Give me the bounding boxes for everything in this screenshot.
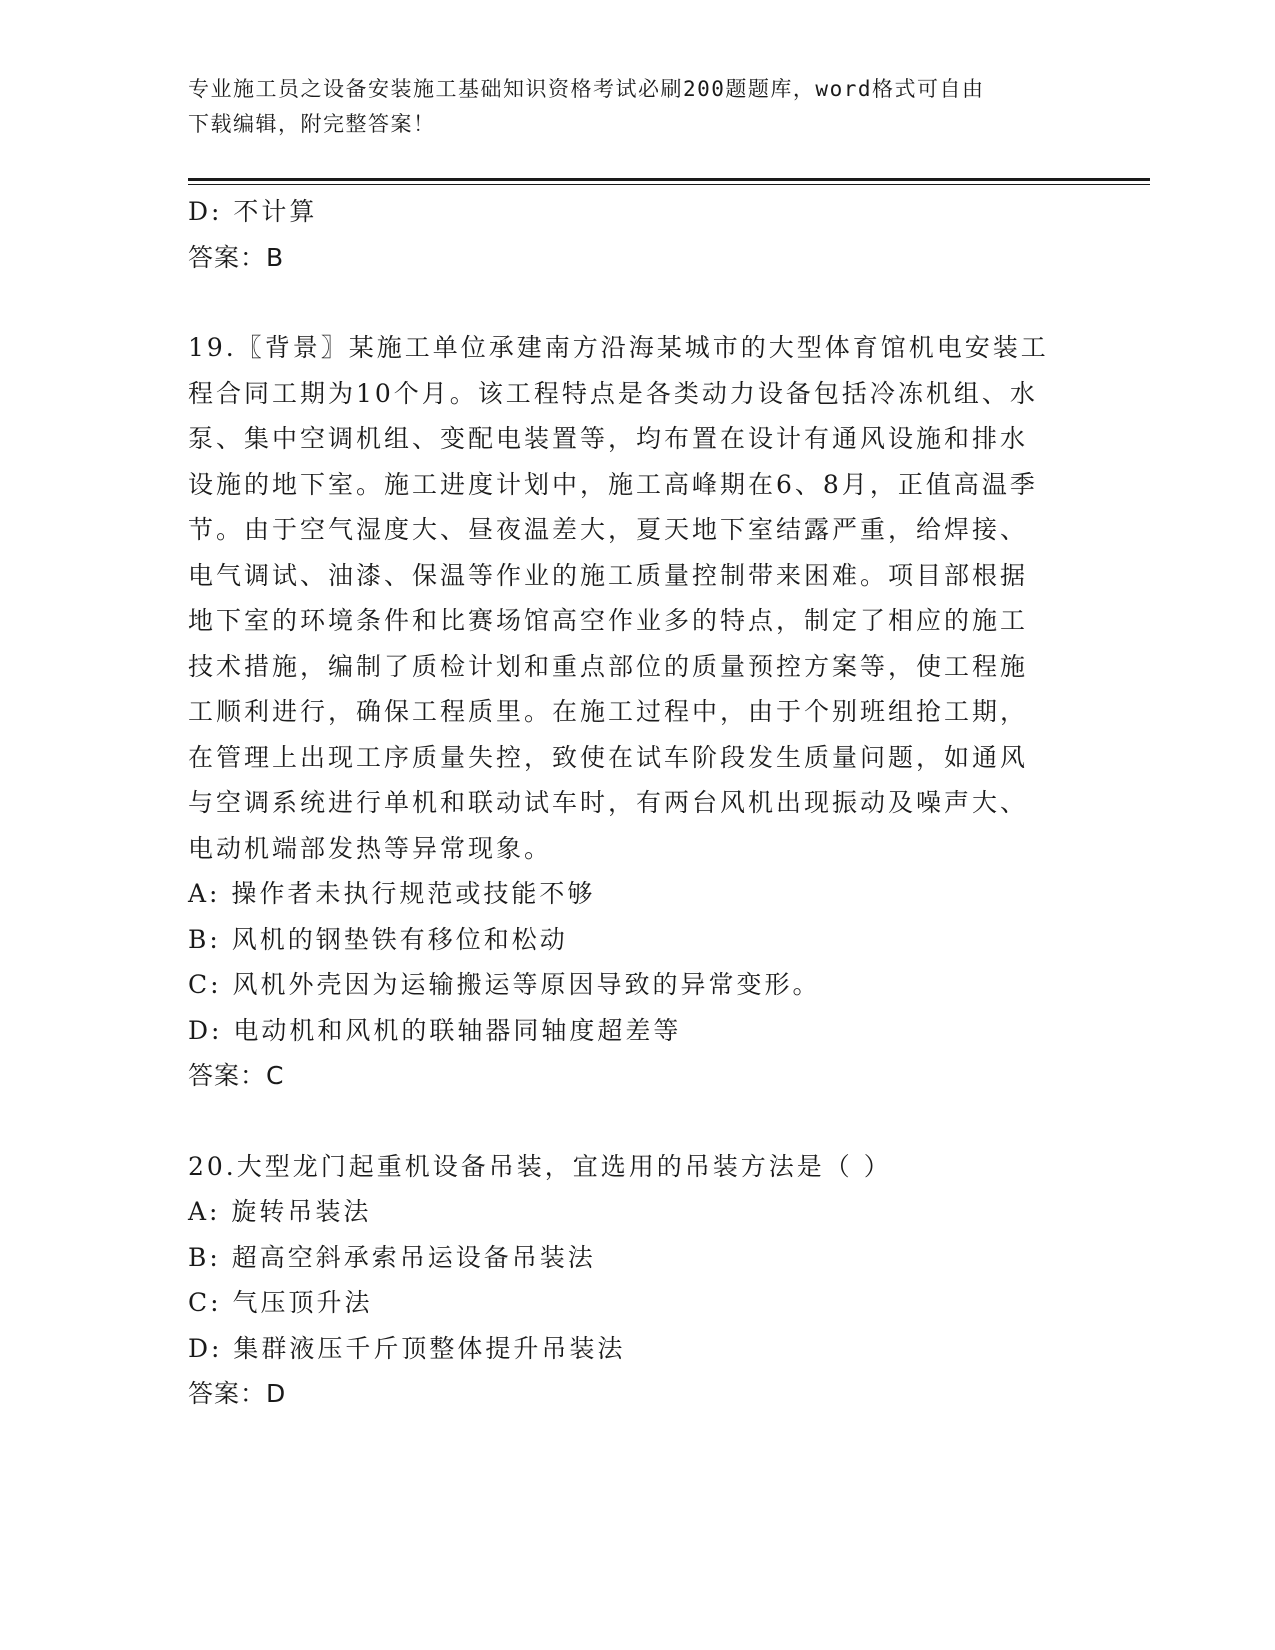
stem-line: 工顺利进行，确保工程质里。在施工过程中，由于个别班组抢工期， <box>188 697 1029 726</box>
header-line-2: 下载编辑，附完整答案！ <box>188 112 436 136</box>
question-20 <box>188 1144 1068 1417</box>
option-b: B: 超高空斜承索吊运设备吊装法 <box>188 1242 596 1272</box>
question-20-stem: 20.大型龙门起重机设备吊装，宜选用的吊装方法是（ ） <box>188 1151 892 1181</box>
stem-line: 与空调系统进行单机和联动试车时，有两台风机出现振动及噪声大、 <box>188 788 1029 817</box>
answer-line: 答案：C <box>188 1061 285 1090</box>
stem-line: 设施的地下室。施工进度计划中，施工高峰期在6、8月，正值高温季 <box>188 469 1038 499</box>
stem-line: 电动机端部发热等异常现象。 <box>188 833 553 863</box>
header-line-1: 专业施工员之设备安装施工基础知识资格考试必刷200题题库，word格式可自由 <box>188 77 985 101</box>
option-a: A: 操作者未执行规范或技能不够 <box>188 879 596 908</box>
option-a: A: 旋转吊装法 <box>188 1197 372 1226</box>
stem-line: 地下室的环境条件和比赛场馆高空作业多的特点，制定了相应的施工 <box>188 606 1029 635</box>
stem-line: 节。由于空气湿度大、昼夜温差大，夏天地下室结露严重，给焊接、 <box>188 515 1029 544</box>
stem-line: 程合同工期为10个月。该工程特点是各类动力设备包括冷冻机组、水 <box>188 378 1038 408</box>
option-d: D: 不计算 <box>188 197 318 226</box>
stem-line: 在管理上出现工序质量失控，致使在试车阶段发生质量问题，如通风 <box>188 742 1029 772</box>
answer-line: 答案：B <box>188 242 285 272</box>
previous-question-tail <box>188 189 1068 280</box>
page-header <box>188 72 1088 142</box>
answer-line: 答案：D <box>188 1379 287 1408</box>
question-19-stem <box>188 325 1068 871</box>
option-d: D: 电动机和风机的联轴器同轴度超差等 <box>188 1015 682 1045</box>
header-divider-thick <box>188 178 1150 181</box>
stem-line: 技术措施，编制了质检计划和重点部位的质量预控方案等，使工程施 <box>188 651 1029 681</box>
option-c: C: 气压顶升法 <box>188 1288 373 1317</box>
header-divider-thin <box>188 184 1150 185</box>
option-b: B: 风机的钢垫铁有移位和松动 <box>188 924 568 954</box>
stem-line: 19.〖背景〗某施工单位承建南方沿海某城市的大型体育馆机电安装工 <box>188 333 1049 362</box>
stem-line: 电气调试、油漆、保温等作业的施工质量控制带来困难。项目部根据 <box>188 560 1029 590</box>
option-c: C: 风机外壳因为运输搬运等原因导致的异常变形。 <box>188 970 821 999</box>
stem-line: 泵、集中空调机组、变配电装置等，均布置在设计有通风设施和排水 <box>188 424 1029 453</box>
option-d: D: 集群液压千斤顶整体提升吊装法 <box>188 1333 626 1363</box>
document-body <box>188 189 1068 1417</box>
question-19 <box>188 325 1068 1099</box>
spacer <box>188 1099 1068 1144</box>
spacer <box>188 280 1068 325</box>
